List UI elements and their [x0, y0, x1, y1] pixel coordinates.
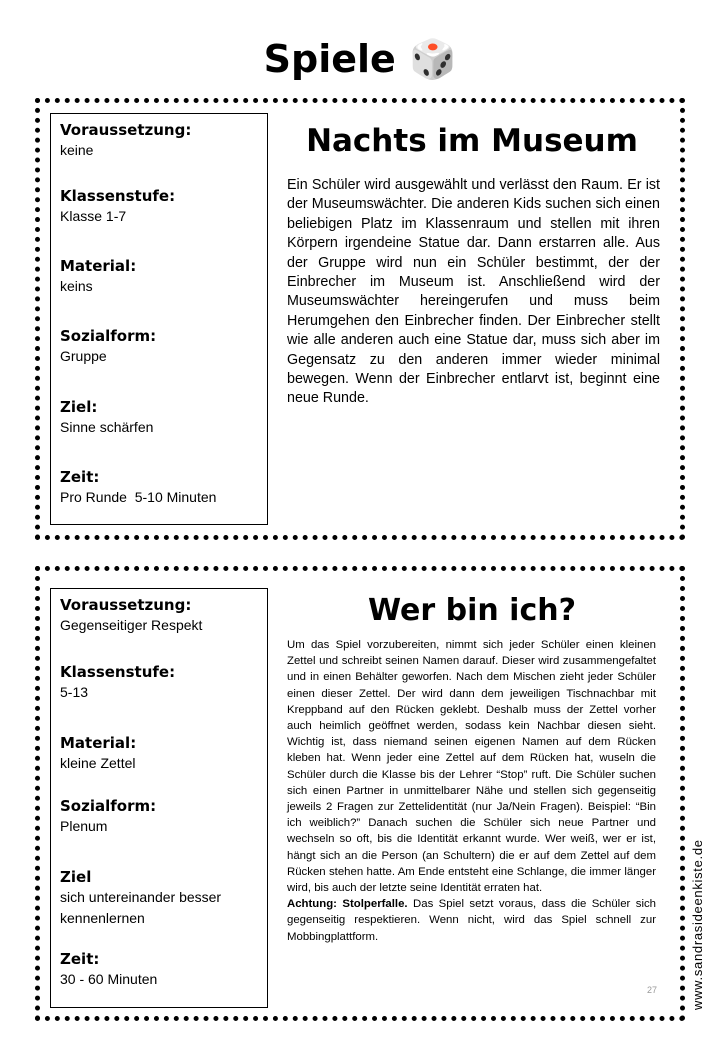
info-value: Gegenseitiger Respekt [60, 617, 203, 633]
info-label: Klassenstufe: [60, 663, 176, 681]
info-label: Zeit: [60, 950, 100, 968]
info-label: Voraussetzung: [60, 121, 192, 139]
game-card-nachts-im-museum [35, 98, 685, 540]
info-material [60, 256, 259, 326]
info-label: Klassenstufe: [60, 187, 176, 205]
info-material [60, 733, 259, 796]
info-klassenstufe [60, 186, 259, 256]
info-value: Gruppe [60, 348, 107, 364]
info-zeit [60, 467, 259, 508]
warning-label: Achtung: Stolperfalle. [287, 898, 408, 911]
info-value: Pro Runde 5-10 Minuten [60, 489, 217, 505]
card-title: Wer bin ich? [368, 593, 576, 628]
page-number: 27 [647, 985, 658, 995]
info-klassenstufe [60, 662, 259, 733]
info-voraussetzung [60, 120, 259, 186]
card-title: Nachts im Museum [306, 123, 638, 159]
info-value: keins [60, 278, 93, 294]
game-card-wer-bin-ich [35, 566, 685, 1021]
info-value: 30 - 60 Minuten [60, 971, 158, 987]
info-sozialform [60, 326, 259, 397]
info-ziel [60, 397, 259, 467]
info-value: Sinne schärfen [60, 419, 154, 435]
card-description [287, 637, 656, 945]
info-zeit [60, 949, 259, 990]
info-value: Plenum [60, 818, 108, 834]
card-description: Ein Schüler wird ausgewählt und verlässt den Raum. Er ist der Museumswächter. Die anderen Kids suchen sich einen beliebigen Platz im Klassenraum und stellen mit ihren Körpern irgendeine Statue dar. Dann erstarren alle. Aus der Gruppe wird nun ein Schüler bestimmt, der der Einbrecher im Museum ist. Anschließend wird der Museumswächter hereingerufen und muss beim Herumgehen den Einbrecher finden. Der Einbrecher stellt wie alle anderen auch eine Statue dar, muss sich aber im Gegensatz zu den anderen immer wieder minimal bewegen. Wenn der Einbrecher entlarvt ist, beginnt eine neue Runde. [287, 177, 660, 407]
info-label: Material: [60, 257, 137, 275]
info-value: Klasse 1-7 [60, 208, 127, 224]
info-value: sich untereinander besser kennenlernen [60, 889, 222, 926]
website-url: www.sandrasideenkiste.de [690, 839, 705, 1010]
page-title: Spiele 🎲 [263, 37, 457, 81]
info-label: Zeit: [60, 468, 100, 486]
info-label: Sozialform: [60, 327, 157, 345]
info-label: Sozialform: [60, 797, 157, 815]
info-sozialform [60, 796, 259, 867]
description-main: Um das Spiel vorzubereiten, nimmt sich jeder Schüler einen kleinen Zettel und schreibt seinen Namen darauf. Dieser wird zusammengefaltet und in einen Behälter geworfen. Nach dem Mischen zieht jeder Schüler einen dieser Zettel. Der wird dann dem jeweiligen Tischnachbar mit Kreppband auf den Rücken geklebt. Deshalb muss der Zettel vorher auch heimlich geöffnet werden, sodass kein Nachbar diesen sieht. Wichtig ist, dass niemand seinen eigenen Namen auf dem Rücken kleben hat. Wenn jeder eine Zettel auf dem Rücken hat, wuseln die Schüler durch die Klasse bis der Lehrer “Stop” ruft. Die Schüler suchen sich einen Partner in unmittelbarer Nähe und stellen sich gegenseitig jeweils 2 Fragen zur Zettelidentität (nur Ja/Nein Fragen). Beispiel: “Bin ich weiblich?” Danach suchen die Schüler sich neue Partner und wechseln so oft, bis die Identität erkannt wurde. Wer weiß, wer er ist, hängt sich an die Person (an Schultern) die er auf dem Zettel auf dem Rücken stehen hatte. Am Ende entsteht eine Schlange, die immer länger wird, bis auch der letzte seine Identität erraten hat. [287, 639, 656, 895]
info-label: Ziel [60, 868, 92, 886]
info-value: keine [60, 142, 94, 158]
info-box [50, 113, 268, 525]
info-label: Ziel: [60, 398, 98, 416]
info-voraussetzung [60, 595, 259, 662]
info-box [50, 588, 268, 1008]
info-value: 5-13 [60, 684, 89, 700]
warning-text: Das Spiel setzt voraus, dass die Schüler sich gegenseitig respektieren. Wenn nicht, wird das Spiel schnell zur Mobbingplattform. [287, 898, 657, 943]
info-ziel [60, 867, 259, 949]
info-label: Material: [60, 734, 137, 752]
info-value: kleine Zettel [60, 755, 136, 771]
info-label: Voraussetzung: [60, 596, 192, 614]
